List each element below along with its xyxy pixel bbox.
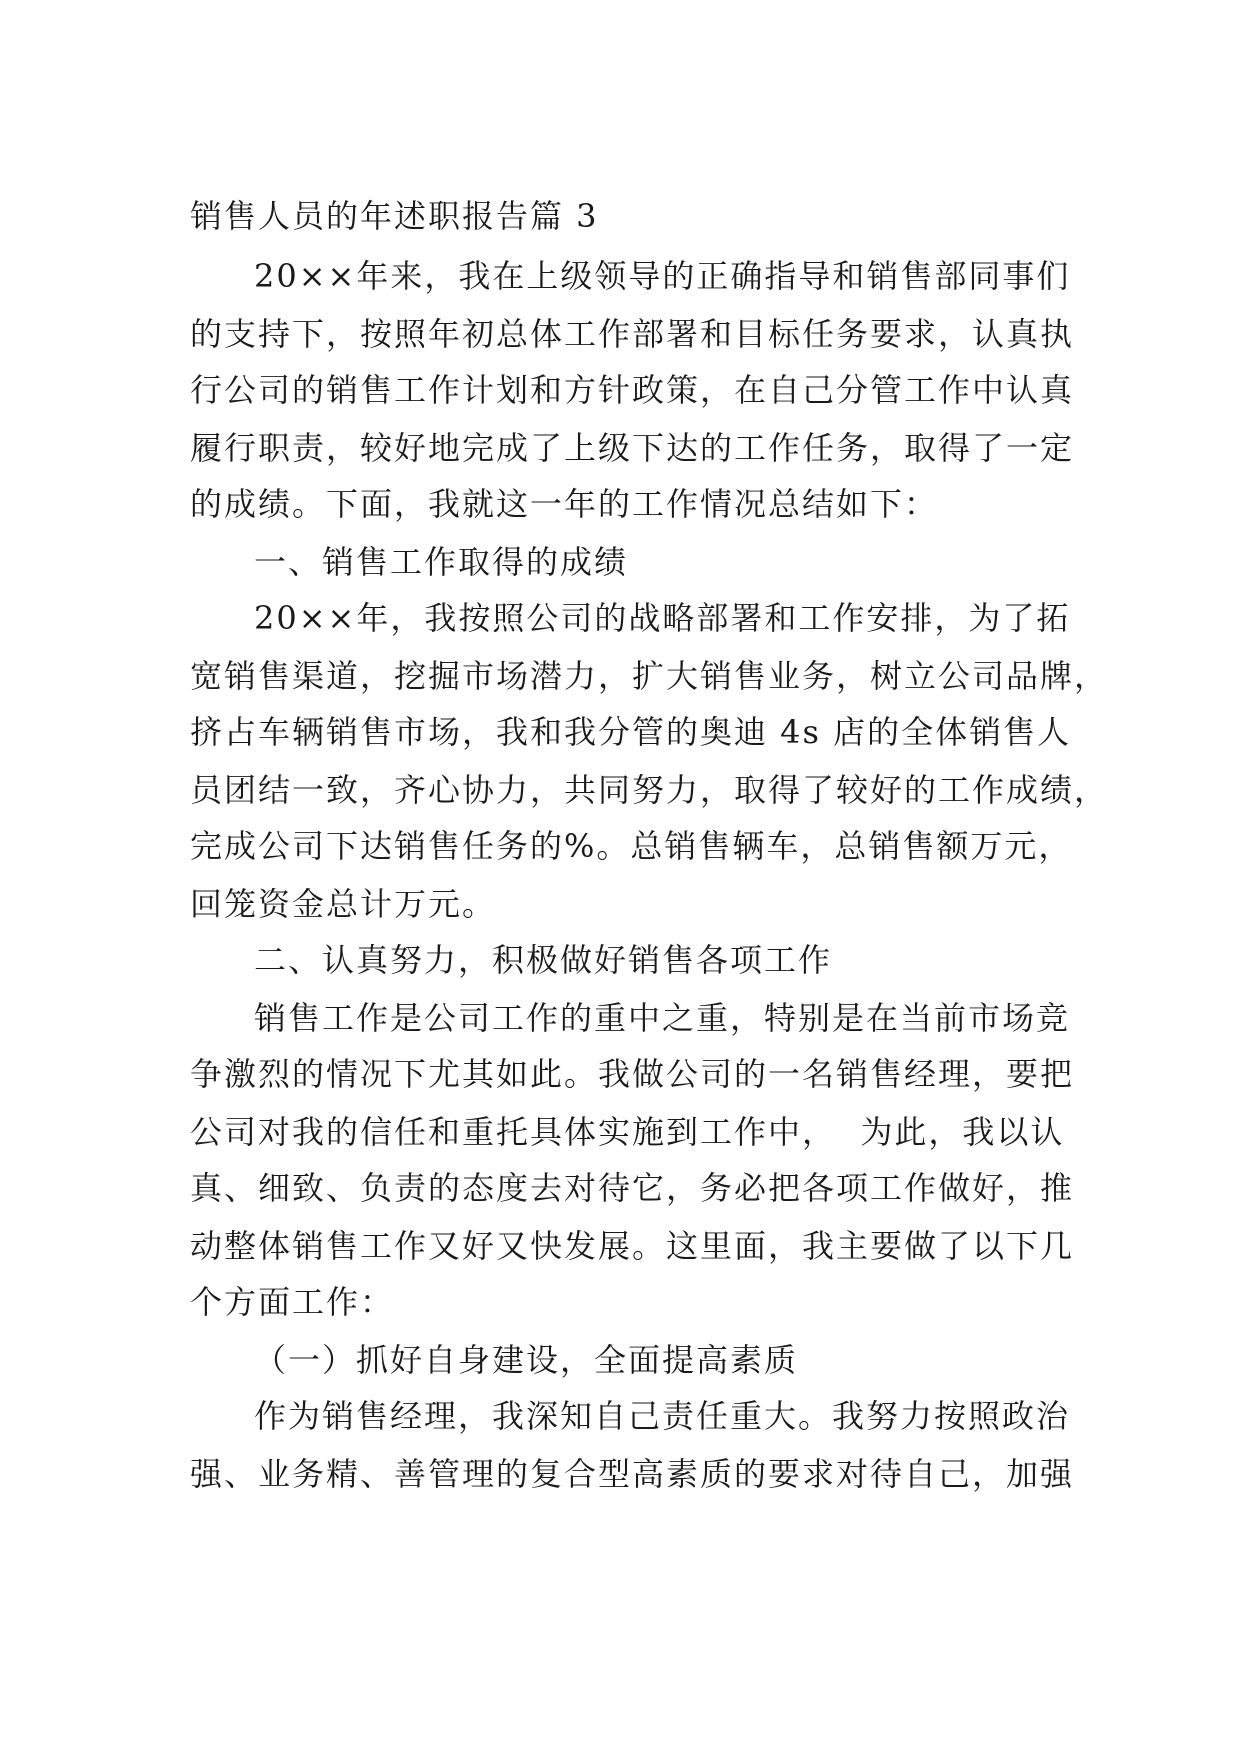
paragraph-line: 履行职责，较好地完成了上级下达的工作任务，取得了一定 bbox=[190, 429, 1075, 467]
paragraph-line: 销售工作是公司工作的重中之重，特别是在当前市场竞 bbox=[254, 999, 1071, 1037]
paragraph-line: 的成绩。下面，我就这一年的工作情况总结如下： bbox=[190, 485, 939, 523]
document-title: 销售人员的年述职报告篇 3 bbox=[190, 197, 599, 235]
paragraph-line: 强、业务精、善管理的复合型高素质的要求对待自己，加强 bbox=[190, 1455, 1075, 1493]
paragraph-line: 员团结一致，齐心协力，共同努力，取得了较好的工作成绩， bbox=[190, 771, 1109, 809]
paragraph-line: 宽销售渠道，挖掘市场潜力，扩大销售业务，树立公司品牌， bbox=[190, 657, 1109, 695]
paragraph-line: 回笼资金总计万元。 bbox=[190, 885, 497, 923]
subsection-heading: （一）抓好自身建设，全面提高素质 bbox=[254, 1341, 799, 1379]
paragraph-line: 公司对我的信任和重托具体实施到工作中， 为此，我以认 bbox=[190, 1113, 1065, 1151]
paragraph-line: 20××年来，我在上级领导的正确指导和销售部同事们 bbox=[254, 257, 1071, 295]
paragraph-line: 动整体销售工作又好又快发展。这里面，我主要做了以下几 bbox=[190, 1227, 1075, 1265]
paragraph-line: 的支持下，按照年初总体工作部署和目标任务要求，认真执 bbox=[190, 315, 1075, 353]
paragraph-line: 20××年，我按照公司的战略部署和工作安排，为了拓 bbox=[254, 599, 1071, 637]
paragraph-line: 完成公司下达销售任务的%。总销售辆车，总销售额万元， bbox=[190, 827, 1073, 865]
section-heading: 二、认真努力，积极做好销售各项工作 bbox=[254, 941, 833, 979]
paragraph-line: 作为销售经理，我深知自己责任重大。我努力按照政治 bbox=[254, 1397, 1071, 1435]
paragraph-line: 挤占车辆销售市场，我和我分管的奥迪 4s 店的全体销售人 bbox=[190, 713, 1072, 751]
paragraph-line: 个方面工作： bbox=[190, 1283, 395, 1321]
paragraph-line: 行公司的销售工作计划和方针政策，在自己分管工作中认真 bbox=[190, 371, 1075, 409]
paragraph-line: 争激烈的情况下尤其如此。我做公司的一名销售经理，要把 bbox=[190, 1055, 1075, 1093]
paragraph-line: 真、细致、负责的态度去对待它，务必把各项工作做好，推 bbox=[190, 1169, 1075, 1207]
section-heading: 一、销售工作取得的成绩 bbox=[254, 543, 629, 581]
